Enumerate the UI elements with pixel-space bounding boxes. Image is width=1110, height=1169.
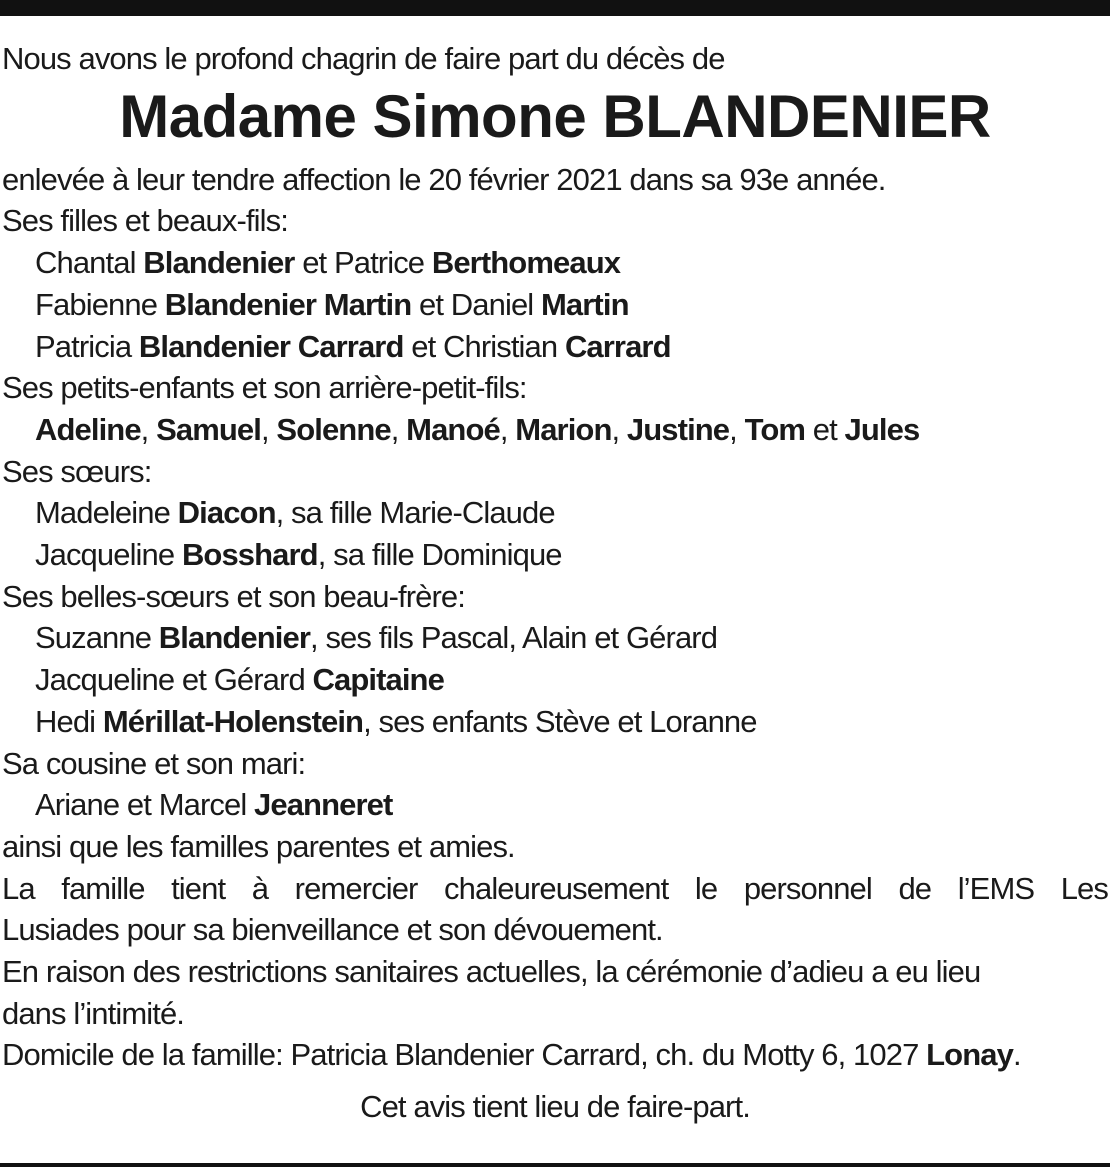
surname: Marion <box>515 411 612 447</box>
address-prefix: Domicile de la famille: Patricia Blandenier Carrard, ch. du Motty 6, 1027 <box>2 1037 927 1073</box>
name-text: Hedi <box>35 703 103 739</box>
name-text: , ses fils Pascal, Alain et Gérard <box>310 620 718 656</box>
ceremony-line-1: En raison des restrictions sanitaires actuelles, la cérémonie d’adieu a eu lieu <box>2 954 981 990</box>
surname: Blandenier <box>158 620 311 656</box>
surname: Diacon <box>177 495 276 531</box>
surname: Martin <box>541 286 629 322</box>
surname: Justine <box>626 411 730 447</box>
address-line <box>2 1034 1108 1076</box>
group-heading: Sa cousine et son mari: <box>2 745 306 781</box>
address-town: Lonay <box>926 1037 1013 1073</box>
top-rule <box>0 0 1110 16</box>
surname: Samuel <box>156 411 261 447</box>
name-text: , <box>499 411 516 447</box>
surname: Blandenier <box>143 245 295 281</box>
surname: Blandenier Carrard <box>138 328 404 364</box>
name-text: et Patrice <box>294 245 432 281</box>
family-member-line <box>2 242 1108 284</box>
address-suffix: . <box>1012 1037 1021 1073</box>
surname: Berthomeaux <box>431 245 621 281</box>
name-text: , <box>729 411 745 447</box>
surname: Bosshard <box>181 537 318 573</box>
deceased-name-title: Madame Simone BLANDENIER <box>119 82 991 150</box>
name-text: Chantal <box>35 245 144 281</box>
family-member-line <box>2 492 1108 534</box>
thanks-line-2: Lusiades pour sa bienveillance et son dévouement. <box>2 912 663 948</box>
family-member-line <box>2 617 1108 659</box>
name-text: , ses enfants Stève et Loranne <box>363 703 757 739</box>
name-text: Madeleine <box>35 495 178 531</box>
surname: Jules <box>844 411 920 447</box>
group-heading: Ses petits-enfants et son arrière-petit-fils: <box>2 370 527 406</box>
surname: Blandenier Martin <box>164 286 412 322</box>
surname: Adeline <box>35 411 141 447</box>
group-heading: Ses belles-sœurs et son beau-frère: <box>2 578 465 614</box>
surname: Capitaine <box>312 662 444 698</box>
name-text: Jacqueline et Gérard <box>35 662 313 698</box>
name-text: , <box>260 411 277 447</box>
death-notice <box>2 38 1108 1128</box>
name-text: Jacqueline <box>35 537 182 573</box>
name-text: , <box>390 411 407 447</box>
surname: Manoé <box>406 411 500 447</box>
family-member-line <box>2 534 1108 576</box>
family-member-line <box>2 784 1108 826</box>
name-text: Suzanne <box>35 620 159 656</box>
date-line: enlevée à leur tendre affection le 20 février 2021 dans sa 93e année. <box>2 161 886 197</box>
name-text: , sa fille Marie-Claude <box>275 495 555 531</box>
family-member-line <box>2 701 1108 743</box>
group-heading: Ses sœurs: <box>2 453 152 489</box>
name-text: et <box>805 411 845 447</box>
name-text: Ariane et Marcel <box>35 787 255 823</box>
family-groups <box>2 200 1108 826</box>
intro-line: Nous avons le profond chagrin de faire part du décès de <box>2 41 725 76</box>
surname: Solenne <box>276 411 391 447</box>
surname: Mérillat-Holenstein <box>102 703 364 739</box>
family-member-line <box>2 659 1108 701</box>
family-member-line <box>2 284 1108 326</box>
families-line: ainsi que les familles parentes et amies. <box>2 828 515 864</box>
name-text: Patricia <box>35 328 139 364</box>
family-member-line <box>2 409 1108 451</box>
name-text: , sa fille Dominique <box>317 537 562 573</box>
name-text: , <box>611 411 627 447</box>
surname: Carrard <box>564 328 671 364</box>
group-heading: Ses filles et beaux-fils: <box>2 203 288 239</box>
name-text: et Daniel <box>411 286 541 322</box>
closing-line: Cet avis tient lieu de faire-part. <box>360 1089 750 1125</box>
thanks-line-1: La famille tient à remercier chaleureusement le personnel de l’EMS Les <box>2 870 1108 906</box>
surname: Tom <box>744 411 806 447</box>
name-text: Fabienne <box>35 286 165 322</box>
bottom-rule <box>0 1163 1110 1167</box>
family-member-line <box>2 326 1108 368</box>
ceremony-line-2: dans l’intimité. <box>2 995 185 1031</box>
surname: Jeanneret <box>254 787 393 823</box>
name-text: , <box>140 411 157 447</box>
name-text: et Christian <box>403 328 565 364</box>
